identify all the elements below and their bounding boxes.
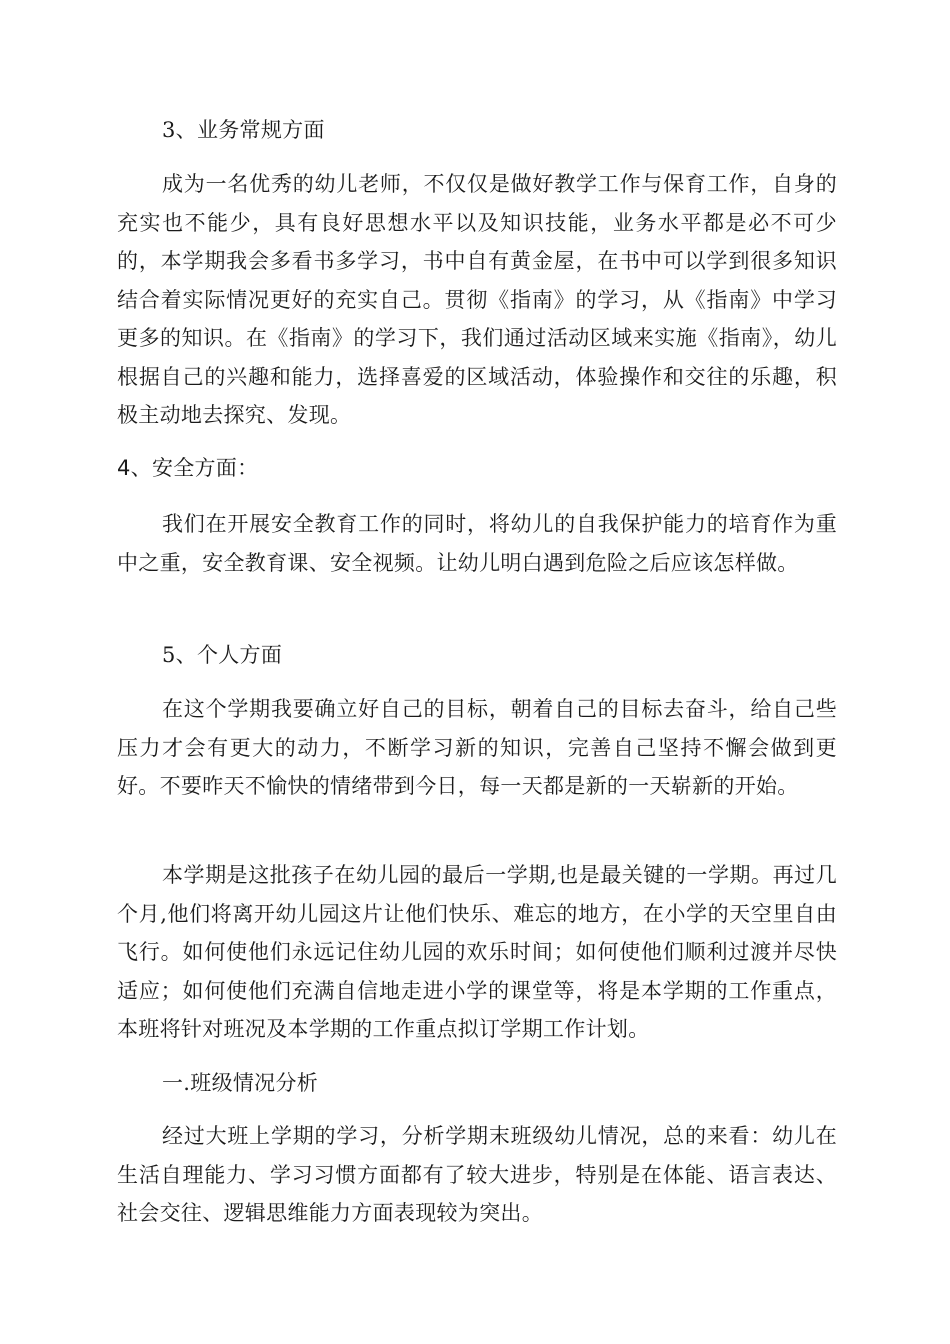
section-heading-personal: 5、个人方面 (162, 643, 283, 667)
section-heading-class-analysis: 一.班级情况分析 (162, 1071, 319, 1095)
paragraph-safety: 我们在开展安全教育工作的同时，将幼儿的自我保护能力的培育作为重中之重，安全教育课、安全视频。让幼儿明白遇到危险之后应该怎样做。 (117, 512, 837, 575)
section-heading-safety: 4、安全方面： (117, 456, 259, 480)
paragraph-business: 成为一名优秀的幼儿老师，不仅仅是做好教学工作与保育工作，自身的充实也不能少，具有良好思想水平以及知识技能，业务水平都是必不可少的，本学期我会多看书多学习，书中自有黄金屋，在书中可以学到很多知识结合着实际情况更好的充实自己。贯彻《指南》的学习，从《指南》中学习更多的知识。在《指南》的学习下，我们通过活动区域来实施《指南》，幼儿根据自己的兴趣和能力，选择喜爱的区域活动，体验操作和交往的乐趣，积极主动地去探究、发现。 (117, 172, 837, 427)
paragraph-semester-intro: 本学期是这批孩子在幼儿园的最后一学期,也是最关键的一学期。再过几个月,他们将离开幼儿园这片让他们快乐、难忘的地方，在小学的天空里自由飞行。如何使他们永远记住幼儿园的欢乐时间；如何使他们顺利过渡并尽快适应；如何使他们充满自信地走进小学的课堂等，将是本学期的工作重点，本班将针对班况及本学期的工作重点拟订学期工作计划。 (117, 863, 837, 1041)
paragraph-personal-goals: 在这个学期我要确立好自己的目标，朝着自己的目标去奋斗，给自己些压力才会有更大的动力，不断学习新的知识，完善自己坚持不懈会做到更好。不要昨天不愉快的情绪带到今日，每一天都是新的一天崭新的开始。 (117, 697, 837, 798)
section-heading-business: 3、业务常规方面 (162, 118, 325, 142)
paragraph-class-analysis: 经过大班上学期的学习，分析学期末班级幼儿情况，总的来看：幼儿在生活自理能力、学习习惯方面都有了较大进步，特别是在体能、语言表达、社会交往、逻辑思维能力方面表现较为突出。 (117, 1124, 837, 1225)
